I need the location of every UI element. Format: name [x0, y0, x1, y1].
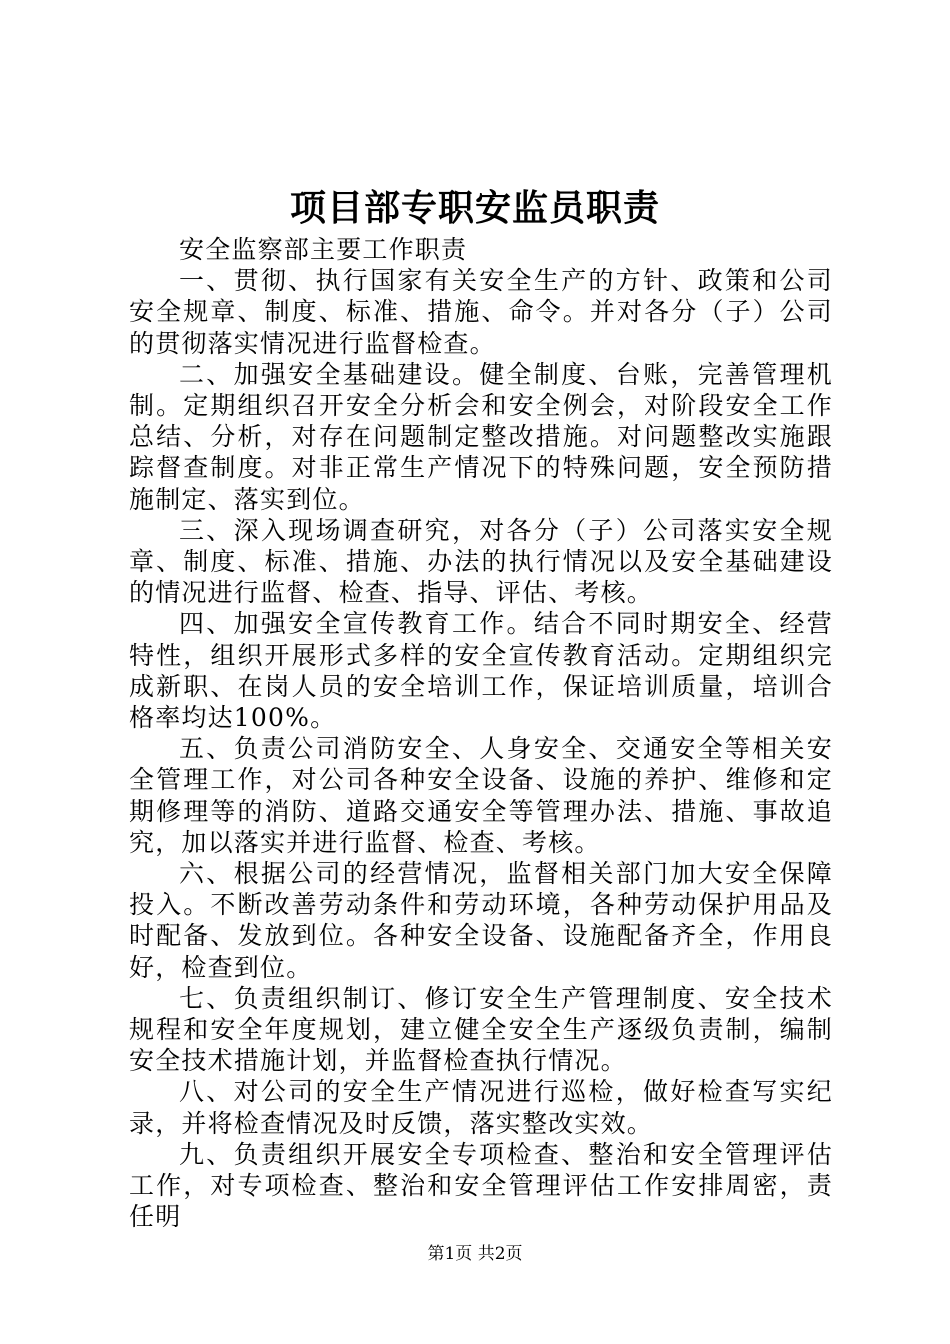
page-footer: 第1页 共2页	[427, 1244, 523, 1264]
paragraph-item-5: 五、负责公司消防安全、人身安全、交通安全等相关安全管理工作，对公司各种安全设备、设施的养护、维修和定期修理等的消防、道路交通安全等管理办法、措施、事故追究，加以落实并进行监督、检查、考核。	[129, 734, 833, 857]
paragraph-heading: 安全监察部主要工作职责	[179, 235, 468, 264]
paragraph-item-8: 八、对公司的安全生产情况进行巡检，做好检查写实纪录，并将检查情况及时反馈，落实整改实效。	[129, 1077, 833, 1138]
paragraph-item-4: 四、加强安全宣传教育工作。结合不同时期安全、经营特性，组织开展形式多样的安全宣传教育活动。定期组织完成新职、在岗人员的安全培训工作，保证培训质量，培训合格率均达100%。	[129, 609, 833, 733]
paragraph-item-7: 七、负责组织制订、修订安全生产管理制度、安全技术规程和安全年度规划，建立健全安全生产逐级负责制，编制安全技术措施计划，并监督检查执行情况。	[129, 983, 833, 1076]
document-title: 项目部专职安监员职责	[289, 187, 660, 229]
paragraph-item-6: 六、根据公司的经营情况，监督相关部门加大安全保障投入。不断改善劳动条件和劳动环境，各种劳动保护用品及时配备、发放到位。各种安全设备、设施配备齐全，作用良好，检查到位。	[129, 859, 833, 982]
paragraph-item-1: 一、贯彻、执行国家有关安全生产的方针、政策和公司安全规章、制度、标准、措施、命令。并对各分（子）公司的贯彻落实情况进行监督检查。	[129, 266, 833, 358]
document-body	[129, 234, 833, 1233]
paragraph-item-9: 九、负责组织开展安全专项检查、整治和安全管理评估工作，对专项检查、整治和安全管理评估工作安排周密，责任明	[129, 1139, 833, 1232]
paragraph-item-2: 二、加强安全基础建设。健全制度、台账，完善管理机制。定期组织召开安全分析会和安全例会，对阶段安全工作总结、分析，对存在问题制定整改措施。对问题整改实施跟踪督查制度。对非正常生产情况下的特殊问题，安全预防措施制定、落实到位。	[129, 359, 833, 514]
paragraph-item-3: 三、深入现场调查研究，对各分（子）公司落实安全规章、制度、标准、措施、办法的执行情况以及安全基础建设的情况进行监督、检查、指导、评估、考核。	[129, 515, 833, 608]
